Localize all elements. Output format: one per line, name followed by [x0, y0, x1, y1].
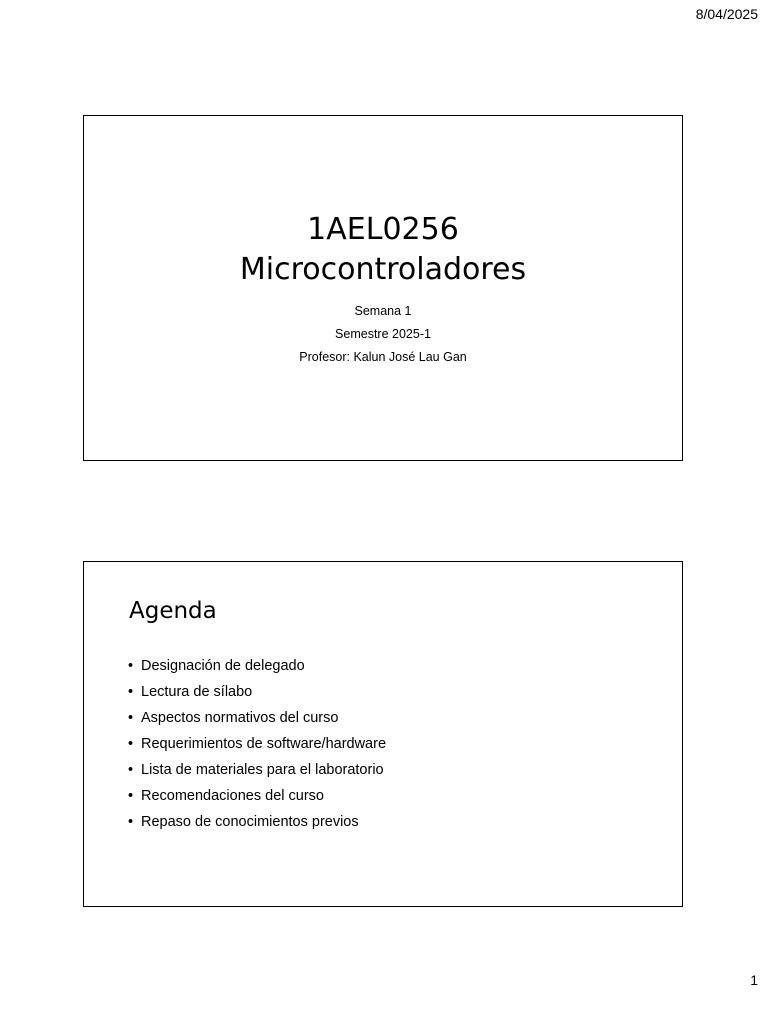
slide-subtitles: [84, 300, 682, 369]
agenda-title: Agenda: [129, 598, 217, 624]
bullet-icon: •: [128, 736, 134, 752]
list-item-label: Repaso de conocimientos previos: [141, 814, 359, 830]
slide-title: [84, 210, 682, 290]
bullet-icon: •: [128, 814, 134, 830]
list-item: [128, 679, 386, 705]
bullet-icon: •: [128, 762, 134, 778]
list-item-label: Requerimientos de software/hardware: [141, 736, 387, 752]
agenda-slide: [83, 561, 683, 907]
bullet-icon: •: [128, 658, 134, 674]
semester-label: Semestre 2025-1: [335, 327, 431, 341]
list-item: [128, 653, 386, 679]
bullet-icon: •: [128, 684, 134, 700]
list-item: [128, 705, 386, 731]
list-item: [128, 757, 386, 783]
bullet-icon: •: [128, 788, 134, 804]
list-item: [128, 809, 386, 835]
title-slide: [83, 115, 683, 461]
page-date: 8/04/2025: [695, 6, 758, 22]
list-item: [128, 731, 386, 757]
week-label: Semana 1: [354, 304, 412, 318]
course-code: 1AEL0256: [307, 212, 459, 247]
list-item-label: Lectura de sílabo: [141, 684, 253, 700]
bullet-icon: •: [128, 710, 134, 726]
list-item-label: Aspectos normativos del curso: [141, 710, 339, 726]
list-item-label: Lista de materiales para el laboratorio: [141, 762, 384, 778]
agenda-list: [128, 653, 386, 835]
page-number: 1: [750, 972, 758, 988]
list-item-label: Recomendaciones del curso: [141, 788, 324, 804]
professor-label: Profesor: Kalun José Lau Gan: [299, 350, 467, 364]
course-name: Microcontroladores: [239, 252, 527, 287]
list-item-label: Designación de delegado: [141, 658, 305, 674]
list-item: [128, 783, 386, 809]
